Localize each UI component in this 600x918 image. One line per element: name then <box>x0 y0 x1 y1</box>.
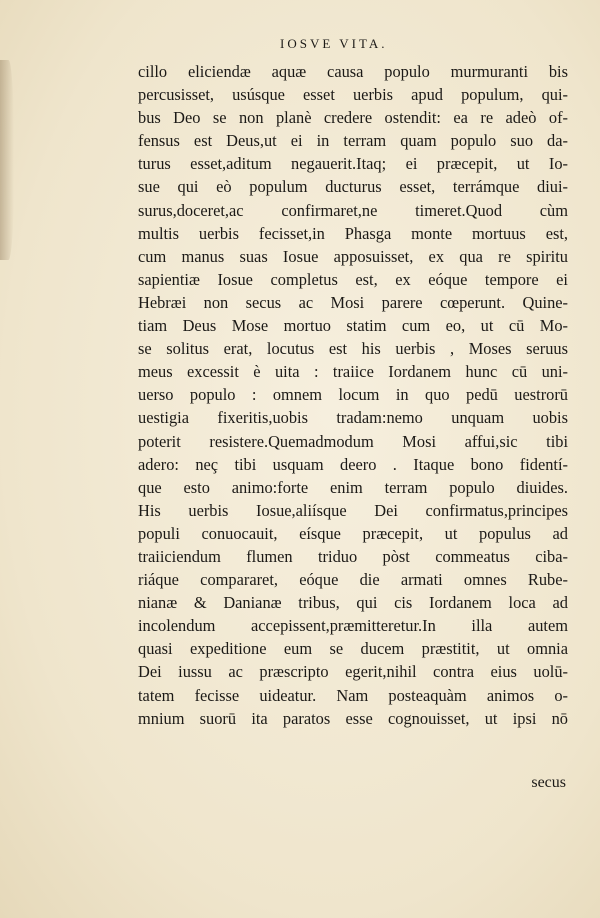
text-line: turus esset,aditum negauerit.Itaq; ei præcepit, ut Io- <box>138 154 568 174</box>
text-line: incolendum accepissent,præmitteretur.In illa autem <box>138 616 568 636</box>
text-line: His uerbis Iosue,aliísque Dei confirmatus,principes <box>138 500 568 520</box>
text-line: sue qui eò populum ducturus esset, terrámque diui- <box>138 177 568 197</box>
text-line: adero: neç tibi usquam deero . Itaque bono fidentí- <box>138 454 568 474</box>
text-line: Hebræi non secus ac Mosi parere cœperunt. Quine- <box>138 292 568 312</box>
text-line: riáque compararet, eóque die armati omnes Rube- <box>138 570 568 590</box>
text-line: que esto animo:forte enim terram populo diuides. <box>138 477 568 497</box>
running-head: IOSVE VITA. <box>280 36 388 51</box>
text-line: cillo eliciendæ aquæ causa populo murmuranti bis <box>138 62 568 81</box>
text-line: surus,doceret,ac confirmaret,ne timeret.Quod cùm <box>138 200 568 220</box>
text-line: tiam Deus Mose mortuo statim cum eo, ut cū Mo- <box>138 316 568 336</box>
text-line: poterit resistere.Quemadmodum Mosi affui,sic tibi <box>138 431 568 451</box>
text-line: se solitus erat, locutus est his uerbis , Moses seruus <box>138 339 568 359</box>
text-line: traiiciendum flumen triduo pòst commeatus ciba- <box>138 546 568 566</box>
text-line: uerso populo : omnem locum in quo pedū uestrorū <box>138 385 568 405</box>
text-line: quasi expeditione eum se ducem præstitit, ut omnia <box>138 639 568 659</box>
text-line: uestigia fixeritis,uobis tradam:nemo unquam uobis <box>138 408 568 428</box>
text-line: meus excessit è uita : traiice Iordanem hunc cū uni- <box>138 362 568 382</box>
binding-shadow <box>0 60 14 260</box>
text-block <box>138 60 568 730</box>
text-line: populi conuocauit, eísque præcepit, ut populus ad <box>138 523 568 543</box>
text-line: nianæ & Danianæ tribus, qui cis Iordanem loca ad <box>138 593 568 613</box>
text-line: mnium suorū ita paratos esse cognouisset, ut ipsi nō <box>138 708 568 728</box>
text-line: Dei iussu ac præscripto egerit,nihil contra eius uolū- <box>138 662 568 682</box>
catchword: secus <box>531 774 566 791</box>
text-line: tatem fecisse uideatur. Nam posteaquàm animos o- <box>138 685 568 705</box>
text-line: multis uerbis fecisset,in Phasga monte mortuus est, <box>138 223 568 243</box>
text-line: fensus est Deus,ut ei in terram quam populo suo da- <box>138 131 568 151</box>
text-line: sapientiæ Iosue completus est, ex eóque tempore ei <box>138 269 568 289</box>
text-line: bus Deo se non planè credere ostendit: ea re adeò of- <box>138 108 568 128</box>
text-line: cum manus suas Iosue apposuisset, ex qua re spiritu <box>138 246 568 266</box>
text-line: percusisset, usúsque esset uerbis apud populum, qui- <box>138 85 568 105</box>
